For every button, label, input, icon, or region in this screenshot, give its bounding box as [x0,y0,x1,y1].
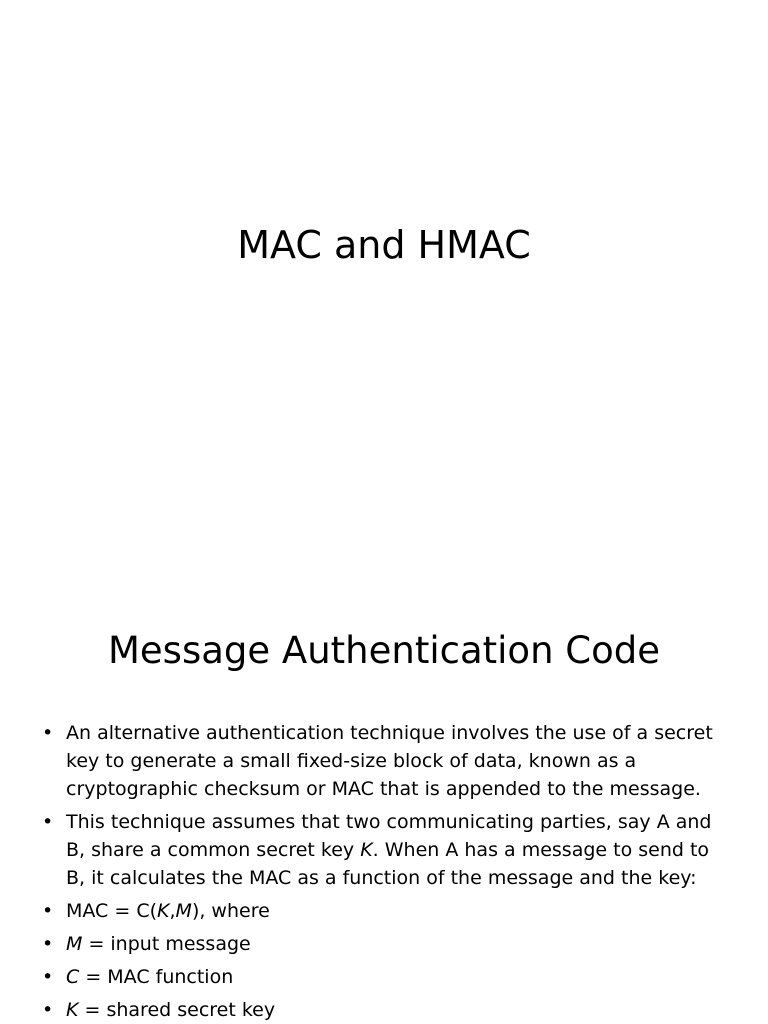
slide-heading: Message Authentication Code [107,629,661,672]
bullet-item [42,996,732,1024]
slide-title: MAC and HMAC [237,223,531,267]
bullet-text: , [169,900,176,922]
bullet-item [42,808,732,892]
italic-variable: K [360,839,373,861]
bullet-text: An alternative authentication technique involves the use of a secret key to generate a small fixed-size block of data, known as a cryptographic checksum or MAC that is appended to the message. [66,722,713,800]
bullet-text: . When A has a message to send to B, it calculates the MAC as a function of the message and the key: [66,839,710,889]
content-slide [0,576,768,1024]
bullet-text: MAC = C( [66,900,158,922]
bullet-text: ), where [191,900,270,922]
bullet-item [42,719,732,803]
bullet-item [42,897,732,925]
italic-variable: K [157,900,170,922]
bullet-text: = MAC function [79,966,234,988]
italic-variable: K [66,999,79,1021]
bullet-item [42,963,732,991]
bullet-item [42,930,732,958]
bullet-text: This technique assumes that two communicating parties, say A and B, share a common secret key [66,811,712,861]
bullet-text: = shared secret key [78,999,276,1021]
italic-variable: M [175,900,192,922]
bullet-list [42,719,732,1024]
italic-variable: C [66,966,80,988]
italic-variable: M [66,933,83,955]
bullet-text: = input message [82,933,251,955]
